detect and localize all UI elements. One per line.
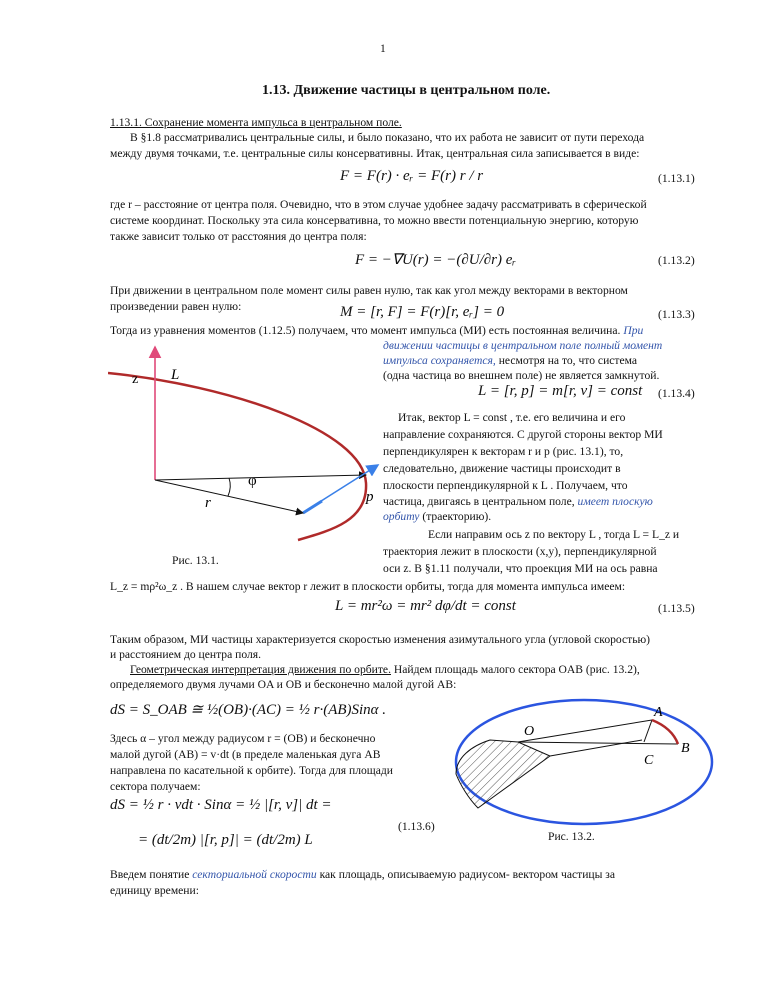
label-b: B bbox=[681, 741, 690, 756]
emphasis-text: имеет плоскую bbox=[577, 495, 653, 508]
equation-number: (1.13.2) bbox=[658, 254, 695, 267]
ray-oa bbox=[518, 720, 652, 742]
paragraph-line: сектора получаем: bbox=[110, 780, 201, 793]
label-r: r bbox=[205, 495, 211, 511]
paragraph-text: (траекторию). bbox=[422, 510, 492, 523]
paragraph-line: между двумя точками, т.е. центральные силы консервативны. Итак, центральная сила записывается в виде: bbox=[110, 147, 640, 160]
paragraph-line: Здесь α – угол между радиусом r = (OB) и бесконечно bbox=[110, 732, 376, 745]
emphasis-text: секториальной скорости bbox=[192, 868, 317, 881]
arc-ab bbox=[652, 720, 678, 744]
paragraph-text: как площадь, описываемую радиусом- вектором частицы за bbox=[319, 868, 616, 881]
paragraph-line: Итак, вектор L = const , т.е. его величина и его bbox=[398, 411, 626, 424]
paragraph-line: оси z. В §1.11 получали, что проекция МИ на ось равна bbox=[383, 562, 658, 575]
figure-13-2 bbox=[446, 688, 726, 838]
paragraph-line: следовательно, движение частицы происходит в bbox=[383, 462, 621, 475]
paragraph-line: определяемого двумя лучами OA и OB и бесконечно малой дугой AB: bbox=[110, 678, 457, 691]
emphasis-text: орбиту bbox=[383, 510, 420, 523]
equation-5: L = mr²ω = mr² dφ/dt = const bbox=[335, 598, 516, 614]
equation-number: (1.13.4) bbox=[658, 387, 695, 400]
page-title: 1.13. Движение частицы в центральном поле. bbox=[262, 83, 551, 98]
label-a: A bbox=[654, 705, 663, 720]
equation-number: (1.13.1) bbox=[658, 172, 695, 185]
paragraph-text: Найдем площадь малого сектора OAB (рис. 13.2), bbox=[393, 663, 640, 676]
paragraph-line: (одна частица во внешнем поле) не является замкнутой. bbox=[383, 369, 660, 382]
label-z: z bbox=[132, 372, 139, 387]
hatched-sector bbox=[456, 740, 550, 808]
page-number: 1 bbox=[380, 42, 386, 55]
paragraph-line: направлена по касательной к орбите). Тогда для площади bbox=[110, 764, 393, 777]
emphasis-text: движении частицы в центральном поле полный момент bbox=[383, 339, 663, 352]
figure-caption: Рис. 13.1. bbox=[172, 554, 219, 567]
equation-2: F = −∇U(r) = −(∂U/∂r) eᵣ bbox=[355, 252, 517, 268]
paragraph-line: В §1.8 рассматривались центральные силы, и было показано, что их работа не зависит от пути перехода bbox=[130, 131, 645, 144]
equation-4: L = [r, p] = m[r, v] = const bbox=[478, 383, 643, 399]
label-phi: φ bbox=[248, 473, 257, 489]
label-o: O bbox=[524, 724, 535, 739]
paragraph-line: Если направим ось z по вектору L , тогда L = L_z и bbox=[428, 528, 680, 541]
paragraph-line: единицу времени: bbox=[110, 884, 199, 897]
equation-7a: dS = ½ r · vdt · Sinα = ½ |[r, v]| dt = bbox=[110, 797, 332, 813]
subsection-heading: Геометрическая интерпретация движения по орбите. bbox=[130, 663, 391, 676]
paragraph-line: системе координат. Поскольку эта сила консервативна, то можно ввести потенциальную энергию, которую bbox=[110, 214, 639, 227]
equation-7b: = (dt/2m) |[r, p]| = (dt/2m) L bbox=[138, 832, 313, 848]
equation-1: F = F(r) · eᵣ = F(r) r / r bbox=[340, 168, 484, 184]
paragraph-line: где r – расстояние от центра поля. Очевидно, что в этом случае удобнее задачу рассматривать в сферической bbox=[110, 198, 647, 211]
radius-line bbox=[155, 475, 366, 480]
angle-arc bbox=[228, 478, 230, 496]
paragraph-line: перпендикулярен к векторам r и p (рис. 13.1), то, bbox=[383, 445, 624, 458]
section-heading: 1.13.1. Сохранение момента импульса в центральном поле. bbox=[110, 116, 402, 129]
ray-ob bbox=[518, 742, 678, 744]
figure-13-1 bbox=[108, 335, 388, 575]
paragraph-line: произведении равен нулю: bbox=[110, 300, 242, 313]
segment-ac bbox=[644, 720, 652, 742]
label-c: C bbox=[644, 753, 654, 768]
paragraph-line: малой дугой (AB) = v·dt (в пределе маленькая дуга AB bbox=[110, 748, 381, 761]
paragraph-text: Тогда из уравнения моментов (1.12.5) получаем, что момент импульса (МИ) есть постоянная величина. bbox=[110, 324, 621, 337]
emphasis-text: При bbox=[623, 324, 644, 337]
paragraph-line: также зависит только от расстояния до центра поля: bbox=[110, 230, 367, 243]
equation-number: (1.13.5) bbox=[658, 602, 695, 615]
paragraph-line: траектория лежит в плоскости (x,y), перпендикулярной bbox=[383, 545, 657, 558]
equation-number: (1.13.3) bbox=[658, 308, 695, 321]
label-p: p bbox=[366, 489, 374, 505]
paragraph-text: несмотря на то, что система bbox=[498, 354, 638, 367]
equation-number: (1.13.6) bbox=[398, 820, 435, 833]
equation-3: M = [r, F] = F(r)[r, eᵣ] = 0 bbox=[340, 304, 505, 320]
paragraph-line: L_z = mρ²ω_z . В нашем случае вектор r лежит в плоскости орбиты, тогда для момента импульса имеем: bbox=[110, 580, 626, 593]
equation-6: dS = S_OAB ≅ ½(OB)·(AC) = ½ r·(AB)Sinα . bbox=[110, 702, 387, 718]
orbit-curve bbox=[108, 373, 366, 540]
paragraph-text: Введем понятие bbox=[110, 868, 190, 881]
radius-vector bbox=[155, 480, 303, 513]
paragraph-text: частица, двигаясь в центральном поле, bbox=[383, 495, 575, 508]
label-l: L bbox=[171, 367, 180, 383]
paragraph-line: Таким образом, МИ частицы характеризуется скоростью изменения азимутального угла (угловой скоростью) bbox=[110, 633, 651, 646]
paragraph-line: и расстоянием до центра поля. bbox=[110, 648, 262, 661]
emphasis-text: импульса сохраняется, bbox=[383, 354, 496, 367]
paragraph-line: направление сохраняются. С другой стороны вектор МИ bbox=[383, 428, 663, 441]
paragraph-line: плоскости перпендикулярной к L . Получаем, что bbox=[383, 479, 628, 492]
paragraph-line: При движении в центральном поле момент силы равен нулю, так как угол между векторами в векторном bbox=[110, 284, 628, 297]
figure-caption: Рис. 13.2. bbox=[548, 830, 595, 843]
